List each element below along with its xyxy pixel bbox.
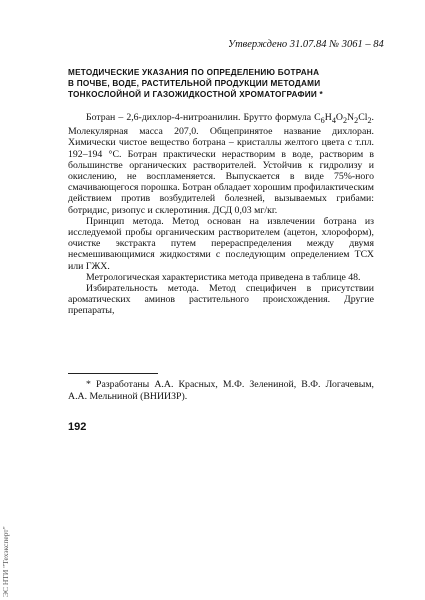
paragraph-description bbox=[68, 112, 374, 216]
paragraph-principle: Принцип метода. Метод основан на извлечении ботрана из исследуемой пробы органическим растворителем (ацетон, хлороформ), очистке экстракта путем перераспределения между двумя несмешивающимися жидкостями с последующим определением ТСХ или ГЖХ. bbox=[68, 215, 374, 272]
formula-sub-4: 2 bbox=[354, 115, 359, 125]
paragraph-metrology: Метрологическая характеристика метода приведена в таблице 48. bbox=[86, 271, 361, 283]
footnote-text: * Разработаны А.А. Красных, М.Ф. Зелениной, В.Ф. Логачевым, А.А. Мельниной (ВНИИЗР). bbox=[68, 379, 374, 402]
approval-line: Утверждено 31.07.84 № 3061 – 84 bbox=[228, 39, 384, 50]
title-line-2: В ПОЧВЕ, ВОДЕ, РАСТИТЕЛЬНОЙ ПРОДУКЦИИ МЕТОДАМИ bbox=[68, 79, 321, 88]
paragraph-selectivity: Избирательность метода. Метод специфичен в присутствии ароматических аминов растительного происхождения. Другие препараты, bbox=[68, 283, 374, 317]
footnote bbox=[68, 379, 374, 402]
formula-sub-1: 6 bbox=[320, 115, 325, 125]
title-line-1: МЕТОДИЧЕСКИЕ УКАЗАНИЯ ПО ОПРЕДЕЛЕНИЮ БОТРАНА bbox=[68, 68, 320, 77]
formula-part-cl: Cl bbox=[358, 112, 368, 123]
body-text bbox=[68, 112, 374, 317]
side-stamp: ЭС НТИ "Техэксперт" bbox=[1, 526, 10, 597]
formula-sub-2: 4 bbox=[331, 115, 336, 125]
formula-part-n: N bbox=[347, 112, 355, 123]
paragraph-description-start: Ботран – 2,6-дихлор-4-нитроанилин. Брутто формула C bbox=[86, 112, 321, 123]
footnote-divider bbox=[68, 373, 158, 374]
page-number: 192 bbox=[68, 421, 87, 433]
formula-part-h: H bbox=[324, 112, 332, 123]
formula-sub-5: 2 bbox=[367, 115, 372, 125]
title-line-3: ТОНКОСЛОЙНОЙ И ГАЗОЖИДКОСТНОЙ ХРОМАТОГРАФИИ * bbox=[68, 90, 323, 99]
paragraph-description-rest: . Молекулярная масса 207,0. Общепринятое название дихлоран. Химически чистое вещество ботрана – кристаллы желтого цвета с т.пл. 192–194 °С. Ботран практически нерастворим в воде, растворим в большинстве органических растворителей. Устойчив к гидролизу и окислению, не воспламеняется. Выпускается в виде 75%-ного смачивающегося порошка. Ботран обладает хорошим профилактическим действием против возбудителей болезней, вызываемых грибами: ботридис, ризопус и склеротиния. ДСД 0,03 мг/кг. bbox=[68, 112, 374, 216]
formula-sub-3: 2 bbox=[342, 115, 348, 125]
document-title bbox=[68, 67, 374, 100]
formula-part-o: O bbox=[335, 112, 343, 123]
